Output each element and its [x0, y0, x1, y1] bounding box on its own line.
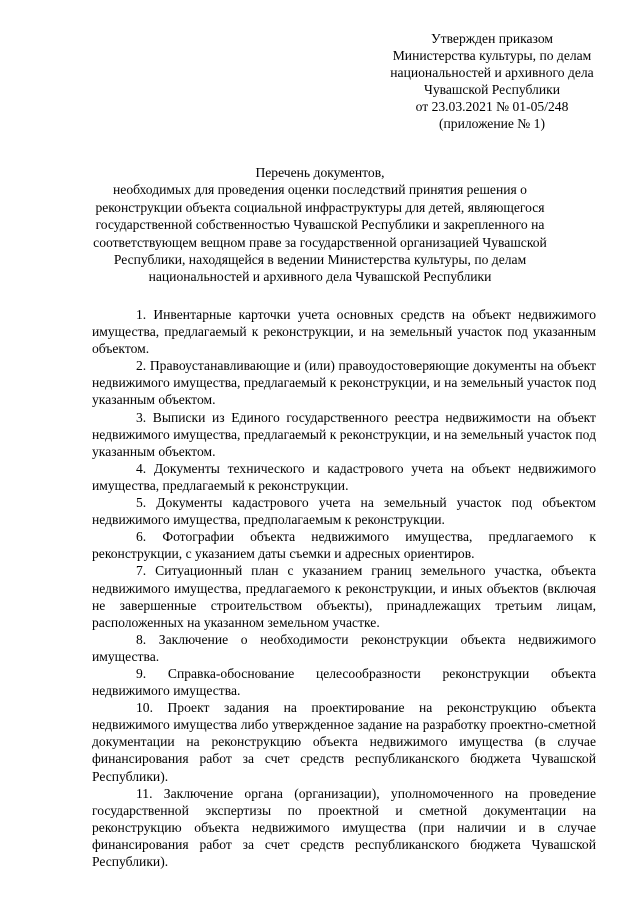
list-item: 6. Фотографии объекта недвижимого имущества, предлагаемого к реконструкции, с указанием даты съемки и адресных ориентиров.: [92, 529, 596, 562]
list-item: 3. Выписки из Единого государственного реестра недвижимости на объект недвижимого имущества, предлагаемый к реконструкции, и на земельный участок под указанным объектом.: [92, 409, 596, 459]
approval-line: национальностей и архивного дела: [390, 65, 594, 80]
list-item: 2. Правоустанавливающие и (или) правоудостоверяющие документы на объект недвижимого имущества, предлагаемый к реконструкции, и на земельный участок под указанным объектом.: [92, 358, 596, 408]
approval-line: Чувашской Республики: [424, 82, 560, 97]
list-item: 5. Документы кадастрового учета на земельный участок под объектом недвижимого имущества, предполагаемым к реконструкции.: [92, 495, 596, 528]
document-title: [90, 164, 550, 286]
title-line: государственной собственностью Чувашской Республики и закрепленного на: [95, 217, 545, 233]
title-line: Перечень документов,: [255, 165, 385, 180]
title-line: Республики, находящейся в ведении Министерства культуры, по делам: [113, 252, 527, 268]
title-line: соответствующем вещном праве за государственной организацией Чувашской: [93, 234, 547, 250]
approval-line: Министерства культуры, по делам: [392, 48, 592, 63]
approval-line: Утвержден приказом: [431, 31, 553, 46]
list-item: 4. Документы технического и кадастрового учета на объект недвижимого имущества, предлагаемый к реконструкции.: [92, 460, 596, 493]
title-line: необходимых для проведения оценки последствий принятия решения о: [113, 182, 527, 198]
approval-line: (приложение № 1): [438, 116, 546, 131]
title-line: реконструкции объекта социальной инфраструктуры для детей, являющегося: [95, 199, 545, 215]
list-item: 10. Проект задания на проектирование на реконструкцию объекта недвижимого имущества либо утвержденное задание на разработку проектно-сметной документации на реконструкцию объекта недвижимого имущества (в случае финансирования работ за счет средств республиканского бюджета Чувашской Республики).: [92, 700, 596, 784]
list-item: 9. Справка-обоснование целесообразности реконструкции объекта недвижимого имущества.: [92, 665, 596, 699]
list-item: 11. Заключение органа (организации), уполномоченного на проведение государственной экспертизы по проектной и сметной документации на реконструкцию объекта недвижимого имущества (при наличии и в случае финансирования работ за счет средств республиканского бюджета Чувашской Республики).: [92, 785, 596, 869]
approval-line: от 23.03.2021 № 01-05/248: [415, 99, 569, 114]
document-list: [92, 306, 596, 870]
list-item: 1. Инвентарные карточки учета основных средств на объект недвижимого имущества, предлагаемый к реконструкции, и на земельный участок под указанным объектом.: [92, 307, 596, 357]
title-line: национальностей и архивного дела Чувашской Республики: [148, 269, 492, 285]
approval-stamp: [360, 30, 624, 132]
list-item: 7. Ситуационный план с указанием границ земельного участка, объекта недвижимого имущества, предлагаемого к реконструкции, и иных объектов (включая не завершенные строительством объекты), принадлежащих третьим лицам, расположенных на указанном земельном участке.: [92, 563, 596, 630]
list-item: 8. Заключение о необходимости реконструкции объекта недвижимого имущества.: [92, 631, 596, 664]
